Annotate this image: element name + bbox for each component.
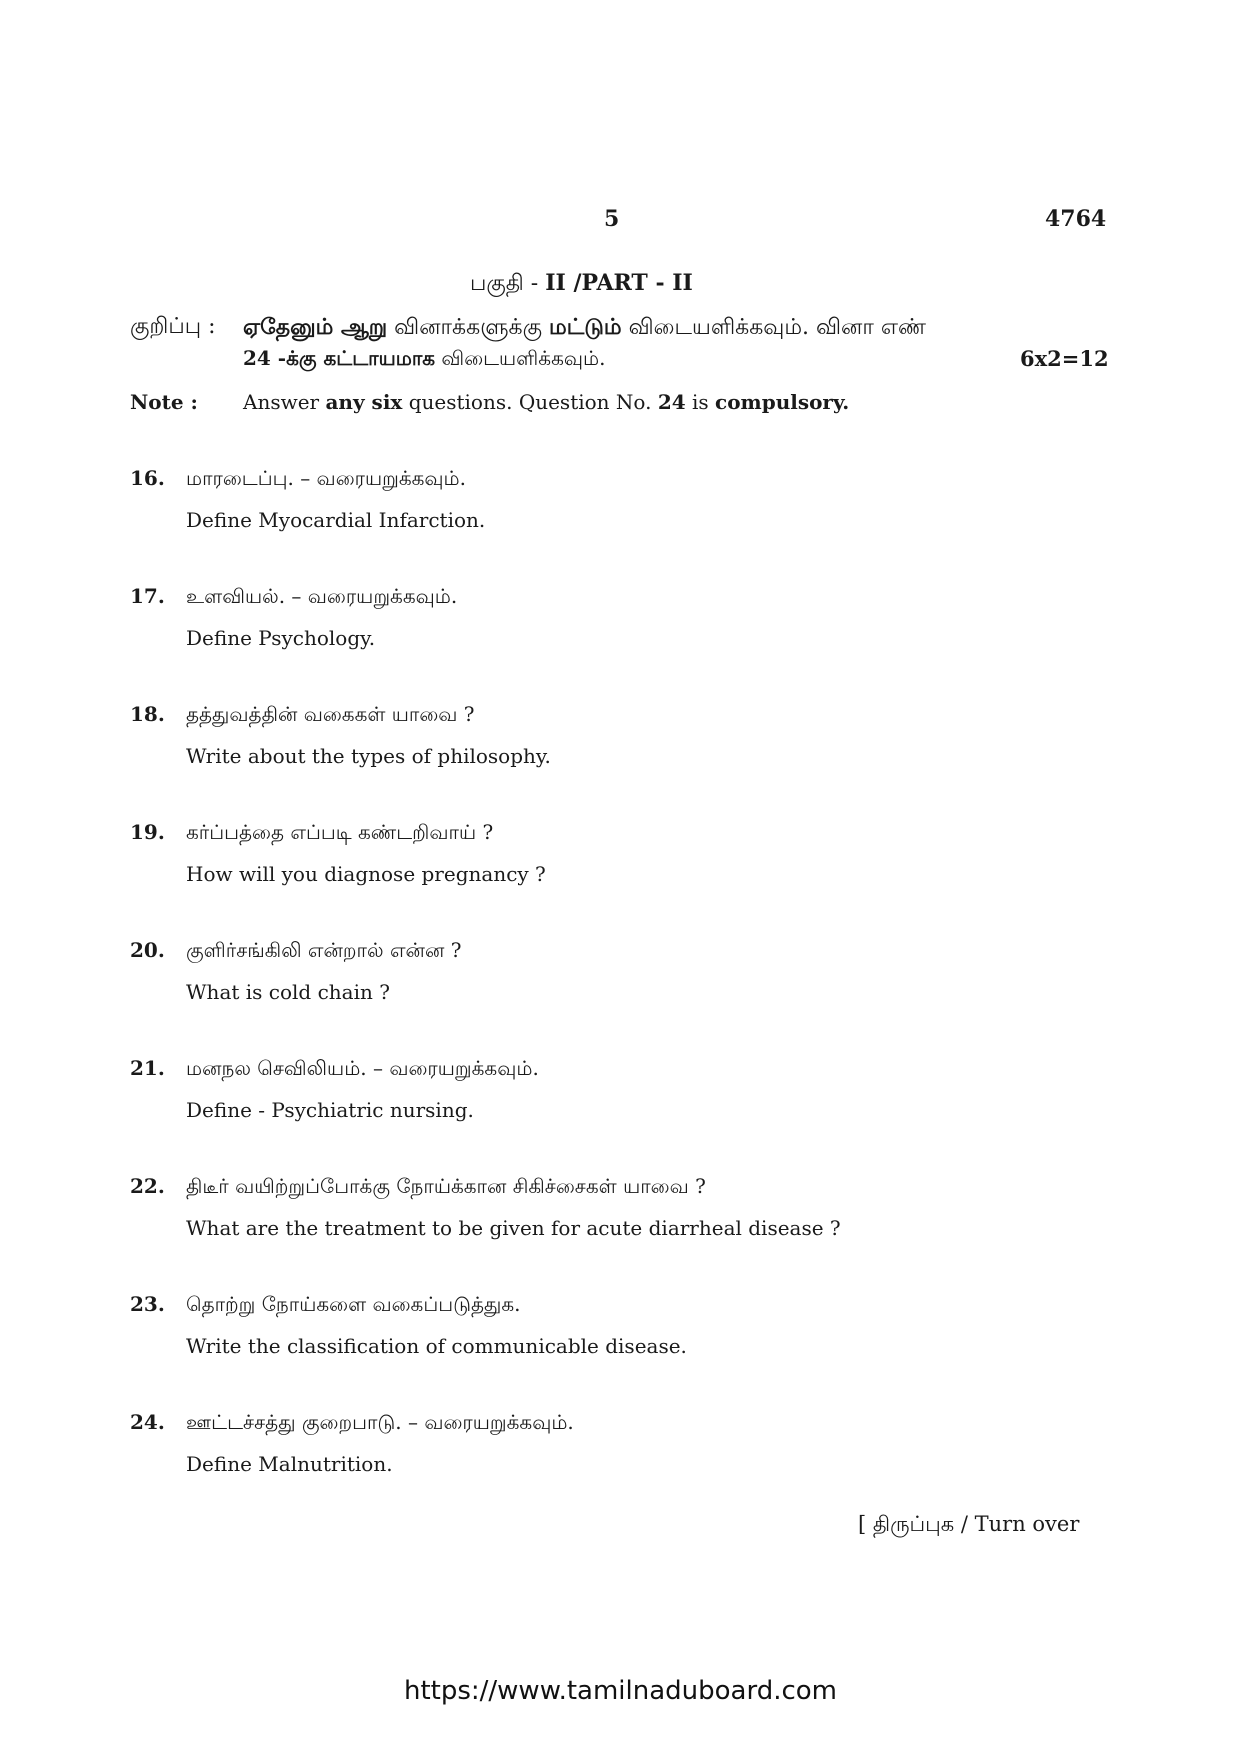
english-note-label: Note : xyxy=(130,390,198,414)
english-note-part2: questions. Question No. xyxy=(402,390,658,414)
tamil-note-label: குறிப்பு : xyxy=(130,314,216,339)
question-english: Define Malnutrition. xyxy=(186,1452,393,1476)
english-note-compulsory: compulsory. xyxy=(715,390,850,414)
tamil-note-answer2: விடையளிக்கவும். xyxy=(435,346,606,370)
question-english: Write about the types of philosophy. xyxy=(186,744,551,768)
question-number: 18. xyxy=(130,702,165,726)
question-english: What is cold chain ? xyxy=(186,980,390,1004)
question-number: 22. xyxy=(130,1174,165,1198)
question-number: 19. xyxy=(130,820,165,844)
footer-url[interactable]: https://www.tamilnaduboard.com xyxy=(403,1676,838,1706)
english-note-part3: is xyxy=(685,390,716,414)
question-number: 17. xyxy=(130,584,165,608)
part-heading xyxy=(470,270,693,299)
question-number: 24. xyxy=(130,1410,165,1434)
question-tamil: தொற்று நோய்களை வகைப்படுத்துக. xyxy=(186,1292,521,1316)
question-tamil: திடீர் வயிற்றுப்போக்கு நோய்க்கான சிகிச்சைகள் யாவை ? xyxy=(186,1174,706,1198)
turn-over-note: [ திருப்புக / Turn over xyxy=(858,1512,1080,1536)
tamil-note-answer: விடையளிக்கவும். வினா எண் xyxy=(621,315,927,340)
english-note-text xyxy=(243,390,849,414)
english-note-qnum: 24 xyxy=(657,390,686,414)
tamil-note-only: மட்டும் xyxy=(549,314,622,340)
question-english: Define - Psychiatric nursing. xyxy=(186,1098,474,1122)
question-tamil: மாரடைப்பு. – வரையறுக்கவும். xyxy=(186,466,466,490)
paper-code: 4764 xyxy=(1045,206,1107,232)
part-heading-english: II /PART - II xyxy=(545,270,693,296)
english-note-any-six: any six xyxy=(325,390,403,414)
question-tamil: கர்ப்பத்தை எப்படி கண்டறிவாய் ? xyxy=(186,820,494,844)
question-tamil: மனநல செவிலியம். – வரையறுக்கவும். xyxy=(186,1056,539,1080)
tamil-note-any-six: ஏதேனும் ஆறு xyxy=(243,314,388,340)
question-tamil: ஊட்டச்சத்து குறைபாடு. – வரையறுக்கவும். xyxy=(186,1410,574,1434)
question-english: Define Myocardial Infarction. xyxy=(186,508,486,532)
tamil-note-questions: வினாக்களுக்கு xyxy=(387,315,550,340)
part-heading-tamil: பகுதி - xyxy=(470,271,546,296)
page-number: 5 xyxy=(604,206,620,232)
question-english: What are the treatment to be given for acute diarrheal disease ? xyxy=(186,1216,841,1240)
english-note-part1: Answer xyxy=(243,390,326,414)
question-english: Write the classification of communicable disease. xyxy=(186,1334,687,1358)
question-english: Define Psychology. xyxy=(186,626,376,650)
question-english: How will you diagnose pregnancy ? xyxy=(186,862,546,886)
question-number: 21. xyxy=(130,1056,165,1080)
question-tamil: தத்துவத்தின் வகைகள் யாவை ? xyxy=(186,702,475,726)
tamil-note-line1 xyxy=(243,314,926,343)
question-number: 16. xyxy=(130,466,165,490)
question-number: 20. xyxy=(130,938,165,962)
tamil-note-compulsory: 24 -க்கு கட்டாயமாக xyxy=(243,346,436,370)
marks-scheme: 6x2=12 xyxy=(1020,346,1109,371)
question-tamil: உளவியல். – வரையறுக்கவும். xyxy=(186,584,458,608)
question-number: 23. xyxy=(130,1292,165,1316)
question-tamil: குளிர்சங்கிலி என்றால் என்ன ? xyxy=(186,938,462,962)
tamil-note-line2 xyxy=(243,346,605,373)
